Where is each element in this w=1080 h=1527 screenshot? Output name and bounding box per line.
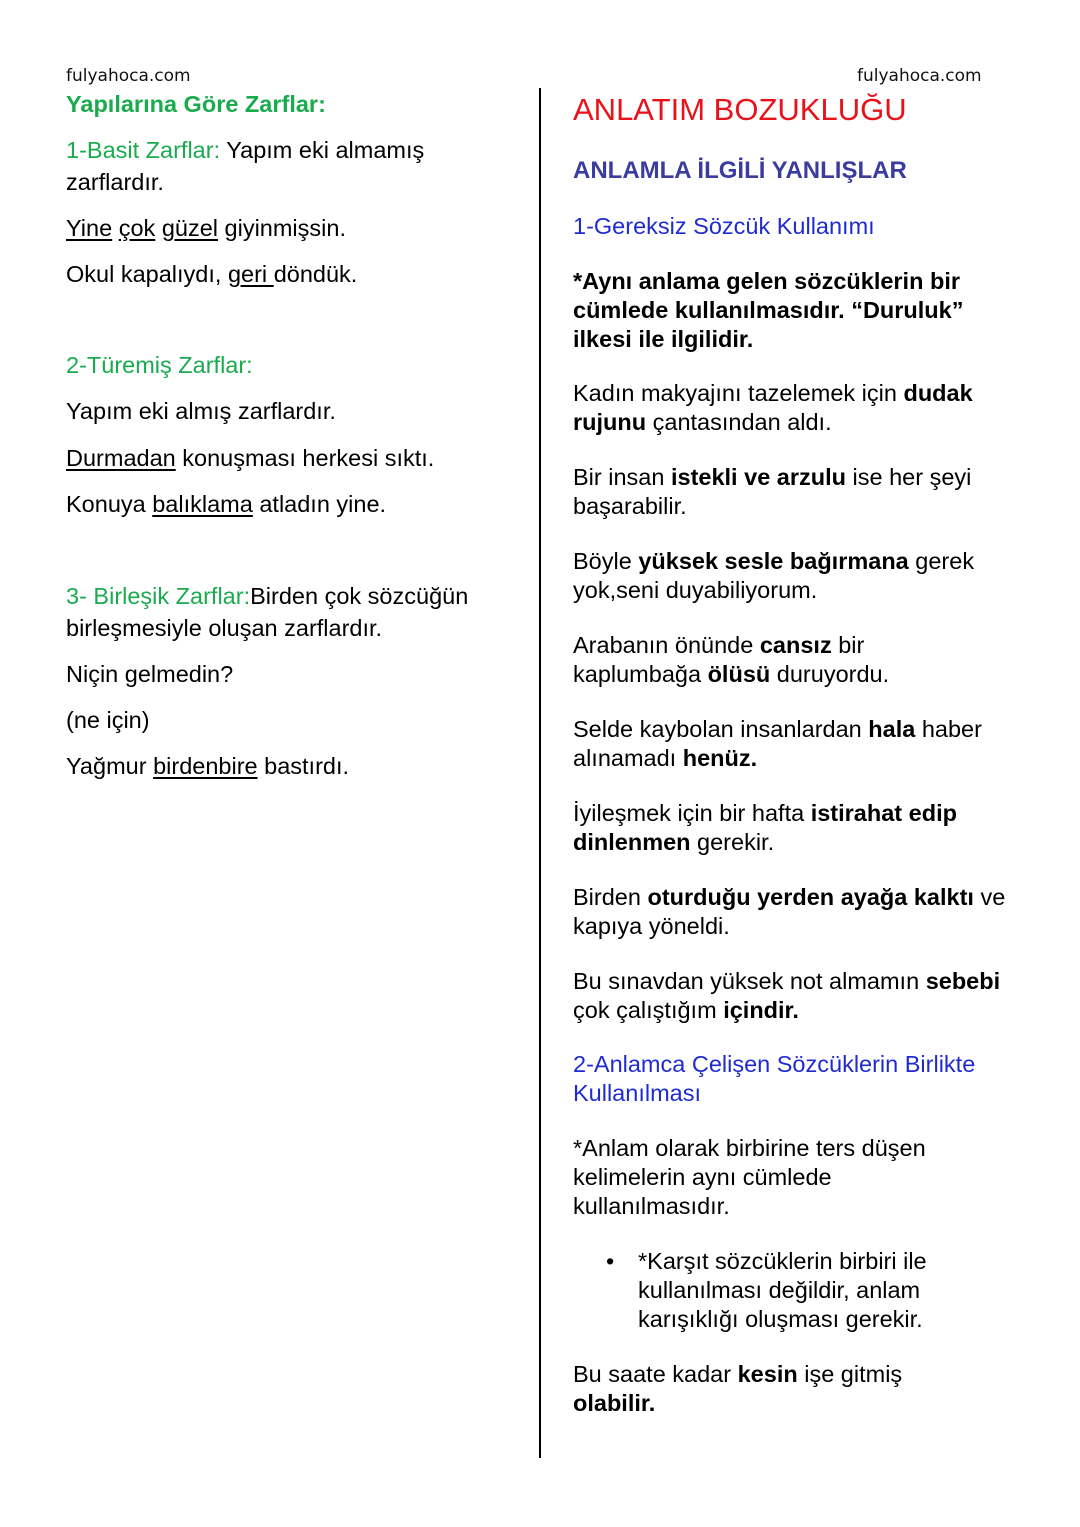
example-r2 <box>573 463 1023 521</box>
left-title: Yapılarına Göre Zarflar: <box>66 91 326 117</box>
ex2-underlined: geri <box>227 261 274 287</box>
example-4 <box>66 488 386 520</box>
example-r6 <box>573 799 1023 857</box>
section-2-definition: *Anlam olarak birbirine ters düşen kelimelerin aynı cümlede kullanılmasıdır. <box>573 1135 926 1219</box>
section-2-bullet <box>573 1247 1023 1334</box>
example-r9 <box>573 1360 953 1418</box>
example-r3 <box>573 547 1023 605</box>
example-r1 <box>573 379 1023 437</box>
r8-a: Bu sınavdan yüksek not almamın <box>573 968 926 994</box>
r4-c: bir kaplumbağa <box>573 632 865 687</box>
r7-b: oturduğu yerden ayağa kalktı <box>647 884 974 910</box>
ex4-pre: Konuya <box>66 491 153 517</box>
example-r4 <box>573 631 933 689</box>
derived-adverbs-heading: 2-Türemiş Zarflar: <box>66 352 253 378</box>
ex2-post: döndük. <box>273 261 358 287</box>
example-1 <box>66 212 346 244</box>
header-site-left: fulyahoca.com <box>66 66 191 86</box>
r2-a: Bir insan <box>573 464 671 490</box>
example-r5 <box>573 715 1023 773</box>
header-site-right: fulyahoca.com <box>857 66 982 86</box>
section-1-heading: 1-Gereksiz Sözcük Kullanımı <box>573 213 875 239</box>
ex3-underlined: Durmadan <box>66 445 176 471</box>
r4-e: duruyordu. <box>770 661 890 687</box>
r6-c: gerekir. <box>690 829 775 855</box>
column-divider <box>539 88 541 1458</box>
example-7 <box>66 750 349 782</box>
example-r8 <box>573 967 1023 1025</box>
r5-d: henüz. <box>682 745 758 771</box>
r2-b: istekli ve arzulu <box>670 464 846 490</box>
ex4-underlined: balıklama <box>152 491 253 517</box>
r8-d: içindir. <box>723 997 799 1023</box>
r3-c: gerek yok,seni duyabiliyorum. <box>573 548 975 603</box>
r6-a: İyileşmek için bir hafta <box>573 800 811 826</box>
r9-a: Bu saate kadar <box>573 1361 738 1387</box>
r1-a: Kadın makyajını tazelemek için <box>573 380 904 406</box>
derived-adverbs-desc: Yapım eki almış zarflardır. <box>66 398 336 424</box>
basic-adverbs-desc: Yapım eki almamış zarflardır. <box>66 137 425 195</box>
section-1-definition: *Aynı anlama gelen sözcüklerin bir cümlede kullanılmasıdır. “Duruluk” ilkesi ile ilgilidir. <box>573 268 964 352</box>
compound-adverbs-paragraph <box>66 580 516 644</box>
r6-b: istirahat edip dinlenmen <box>573 800 957 855</box>
r5-a: Selde kaybolan insanlardan <box>573 716 869 742</box>
r9-b: kesin <box>737 1361 798 1387</box>
compound-adverbs-desc: Birden çok sözcüğün birleşmesiyle oluşan zarflardır. <box>66 583 469 641</box>
ex7-underlined: birdenbire <box>153 753 258 779</box>
r2-c: ise her şeyi başarabilir. <box>573 464 972 519</box>
example-6: (ne için) <box>66 707 150 733</box>
compound-adverbs-heading: 3- Birleşik Zarflar: <box>66 583 251 609</box>
r1-c: çantasından aldı. <box>646 409 832 435</box>
ex1-word-3: güzel <box>161 215 218 241</box>
r9-c: işe gitmiş <box>797 1361 903 1387</box>
ex4-post: atladın yine. <box>252 491 387 517</box>
ex1-word-2: çok <box>118 215 156 241</box>
basic-adverbs-heading: 1-Basit Zarflar: <box>66 137 221 163</box>
example-2 <box>66 258 357 290</box>
r5-c: haber alınamadı <box>573 716 982 771</box>
right-subtitle: ANLAMLA İLGİLİ YANLIŞLAR <box>573 157 907 184</box>
r1-b: dudak rujunu <box>573 380 973 435</box>
r5-b: hala <box>868 716 916 742</box>
basic-adverbs-paragraph <box>66 134 516 198</box>
ex1-rest: giyinmişsin. <box>218 215 346 241</box>
ex7-pre: Yağmur <box>66 753 154 779</box>
r4-d: ölüsü <box>707 661 771 687</box>
example-5: Niçin gelmedin? <box>66 661 234 687</box>
section-2-heading: 2-Anlamca Çelişen Sözcüklerin Birlikte Kullanılması <box>573 1051 976 1106</box>
section-2-bullet-text: *Karşıt sözcüklerin birbiri ile kullanılması değildir, anlam karışıklığı oluşması gerekir. <box>638 1248 927 1332</box>
ex1-word-1: Yine <box>66 215 113 241</box>
ex2-pre: Okul kapalıydı, <box>66 261 228 287</box>
r3-b: yüksek sesle bağırmana <box>638 548 909 574</box>
example-r7 <box>573 883 1023 941</box>
r3-a: Böyle <box>573 548 639 574</box>
ex7-post: bastırdı. <box>257 753 350 779</box>
r4-a: Arabanın önünde <box>573 632 760 658</box>
right-title: ANLATIM BOZUKLUĞU <box>573 92 907 127</box>
example-3 <box>66 442 434 474</box>
r7-a: Birden <box>573 884 648 910</box>
r4-b: cansız <box>759 632 832 658</box>
r8-b: sebebi <box>925 968 1001 994</box>
r8-c: çok çalıştığım <box>573 997 724 1023</box>
bullet-dot: • <box>606 1248 615 1274</box>
r9-d: olabilir. <box>573 1390 656 1416</box>
ex3-post: konuşması herkesi sıktı. <box>175 445 435 471</box>
r7-c: ve kapıya yöneldi. <box>573 884 1006 939</box>
